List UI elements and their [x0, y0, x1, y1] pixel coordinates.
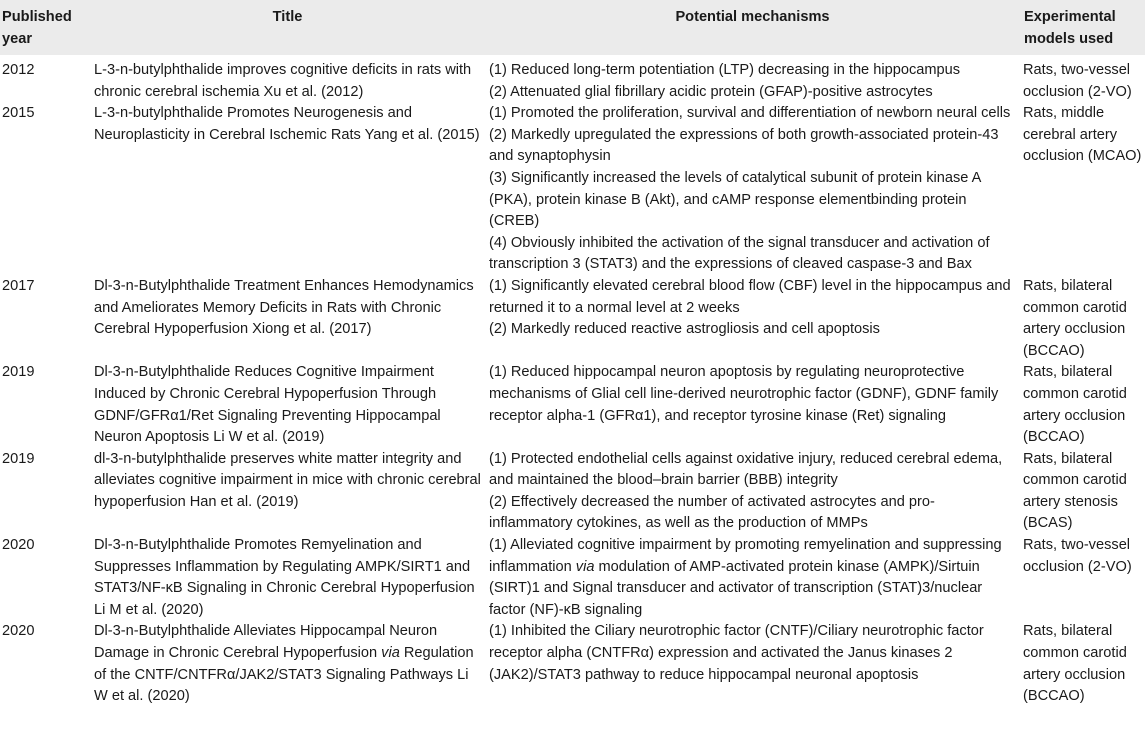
year-cell: 2019	[2, 450, 35, 467]
table-row	[0, 535, 1145, 621]
table-row	[0, 362, 1145, 448]
header-published-year: Published year	[2, 9, 72, 47]
mechanism-item: (1) Promoted the proliferation, survival and differentiation of newborn neural cells	[489, 105, 1011, 122]
mechanism-item: (4) Obviously inhibited the activation of the signal transducer and activation of transcription 3 (STAT3) and the expressions of cleaved caspase-3 and Bax	[489, 234, 990, 273]
title-cell: Dl-3-n-Butylphthalide Promotes Remyelination and Suppresses Inflammation by Regulating AMPK/SIRT1 and STAT3/NF-κB Signaling in Chronic Cerebral Hypoperfusion Li M et al. (2020)	[94, 537, 475, 618]
mechanism-text: modulation of AMP-activated protein kinase (AMPK)/Sirtuin (SIRT)1 and Signal transducer and activator of transcription (STAT)3/nuclear factor (NF)-κB signaling	[489, 558, 983, 618]
table-row	[0, 103, 1145, 276]
mechanism-item: (2) Markedly upregulated the expressions of both growth-associated protein-43 and synaptophysin	[489, 126, 999, 165]
title-cell: Dl-3-n-Butylphthalide Reduces Cognitive Impairment Induced by Chronic Cerebral Hypoperfusion Through GDNF/GFRα1/Ret Signaling Preventing Hippocampal Neuron Apoptosis Li W et al. (2019)	[94, 364, 441, 446]
year-cell: 2020	[2, 623, 35, 640]
models-cell: Rats, bilateral common carotid artery occlusion (BCCAO)	[1023, 277, 1127, 359]
title-cell: dl-3-n-butylphthalide preserves white matter integrity and alleviates cognitive impairment in mice with chronic cerebral hypoperfusion Han et al. (2019)	[94, 450, 481, 510]
models-cell: Rats, two-vessel occlusion (2-VO)	[1023, 537, 1132, 575]
year-cell: 2020	[2, 537, 35, 554]
mechanism-item: (1) Reduced long-term potentiation (LTP) decreasing in the hippocampus	[489, 62, 961, 78]
title-italic-text: via	[381, 645, 400, 662]
mechanism-item: (1) Protected endothelial cells against oxidative injury, reduced cerebral edema, and maintained the blood–brain barrier (BBB) integrity	[489, 450, 1003, 489]
title-cell: Dl-3-n-Butylphthalide Treatment Enhances Hemodynamics and Ameliorates Memory Deficits in Rats with Chronic Cerebral Hypoperfusion Xiong et al. (2017)	[94, 277, 474, 338]
models-cell: Rats, bilateral common carotid artery occlusion (BCCAO)	[1023, 364, 1127, 446]
title-text: Dl-3-n-Butylphthalide Alleviates Hippocampal Neuron Damage in Chronic Cerebral Hypoperfusion	[94, 623, 438, 662]
year-cell: 2012	[2, 62, 35, 78]
models-cell: Rats, bilateral common carotid artery occlusion (BCCAO)	[1023, 623, 1127, 705]
year-cell: 2019	[2, 364, 35, 381]
models-cell: Rats, middle cerebral artery occlusion (MCAO)	[1023, 105, 1142, 165]
mechanisms-cell	[485, 55, 1020, 103]
header-potential-mechanisms: Potential mechanisms	[675, 9, 830, 25]
mechanism-item: (2) Effectively decreased the number of activated astrocytes and pro-inflammatory cytokines, as well as the production of MMPs	[489, 493, 935, 532]
models-cell: Rats, bilateral common carotid artery stenosis (BCAS)	[1023, 450, 1127, 532]
mechanisms-cell	[485, 449, 1020, 535]
table-row	[0, 276, 1145, 362]
mechanism-text: (1) Alleviated cognitive impairment by promoting remyelination and suppressing inflammation	[489, 537, 1002, 575]
title-cell	[90, 621, 485, 707]
mechanism-item: (1) Significantly elevated cerebral blood flow (CBF) level in the hippocampus and returned it to a normal level at 2 weeks	[489, 277, 1011, 316]
table-row	[0, 449, 1145, 535]
table-row	[0, 621, 1145, 707]
table-row	[0, 55, 1145, 103]
year-cell: 2015	[2, 105, 35, 122]
models-cell: Rats, two-vessel occlusion (2-VO)	[1023, 62, 1132, 100]
header-experimental-models: Experimental models used	[1024, 9, 1116, 47]
year-cell: 2017	[2, 277, 35, 294]
title-cell: L-3-n-butylphthalide improves cognitive deficits in rats with chronic cerebral ischemia Xu et al. (2012)	[94, 62, 472, 100]
mechanism-item: (1) Reduced hippocampal neuron apoptosis by regulating neuroprotective mechanisms of Glial cell line-derived neurotrophic factor (GDNF), GDNF family receptor alpha-1 (GFRα1), and receptor tyrosine kinase (Ret) signaling	[489, 364, 999, 424]
mechanisms-cell	[485, 535, 1020, 621]
mechanisms-cell	[485, 362, 1020, 448]
header-title: Title	[272, 9, 303, 25]
title-text: Regulation of the CNTF/CNTFRα/JAK2/STAT3 Signaling Pathways Li W et al. (2020)	[94, 645, 474, 705]
title-cell: L-3-n-butylphthalide Promotes Neurogenesis and Neuroplasticity in Cerebral Ischemic Rats Yang et al. (2015)	[94, 105, 480, 143]
mechanisms-cell	[485, 621, 1020, 707]
table-header-row	[0, 0, 1145, 55]
mechanisms-cell	[485, 103, 1020, 276]
mechanism-item: (2) Markedly reduced reactive astrogliosis and cell apoptosis	[489, 321, 880, 338]
mechanism-item: (1) Inhibited the Ciliary neurotrophic factor (CNTF)/Ciliary neurotrophic factor receptor alpha (CNTFRα) expression and activated the Janus kinases 2 (JAK2)/STAT3 pathway to reduce hippocampal neuronal apoptosis	[489, 623, 984, 683]
mechanisms-cell	[485, 276, 1020, 362]
mechanism-item: (2) Attenuated glial fibrillary acidic protein (GFAP)-positive astrocytes	[489, 83, 933, 100]
mechanism-item: (3) Significantly increased the levels of catalytical subunit of protein kinase A (PKA), protein kinase B (Akt), and cAMP response elementbinding protein (CREB)	[489, 169, 981, 230]
mechanism-italic-text: via	[575, 558, 595, 575]
